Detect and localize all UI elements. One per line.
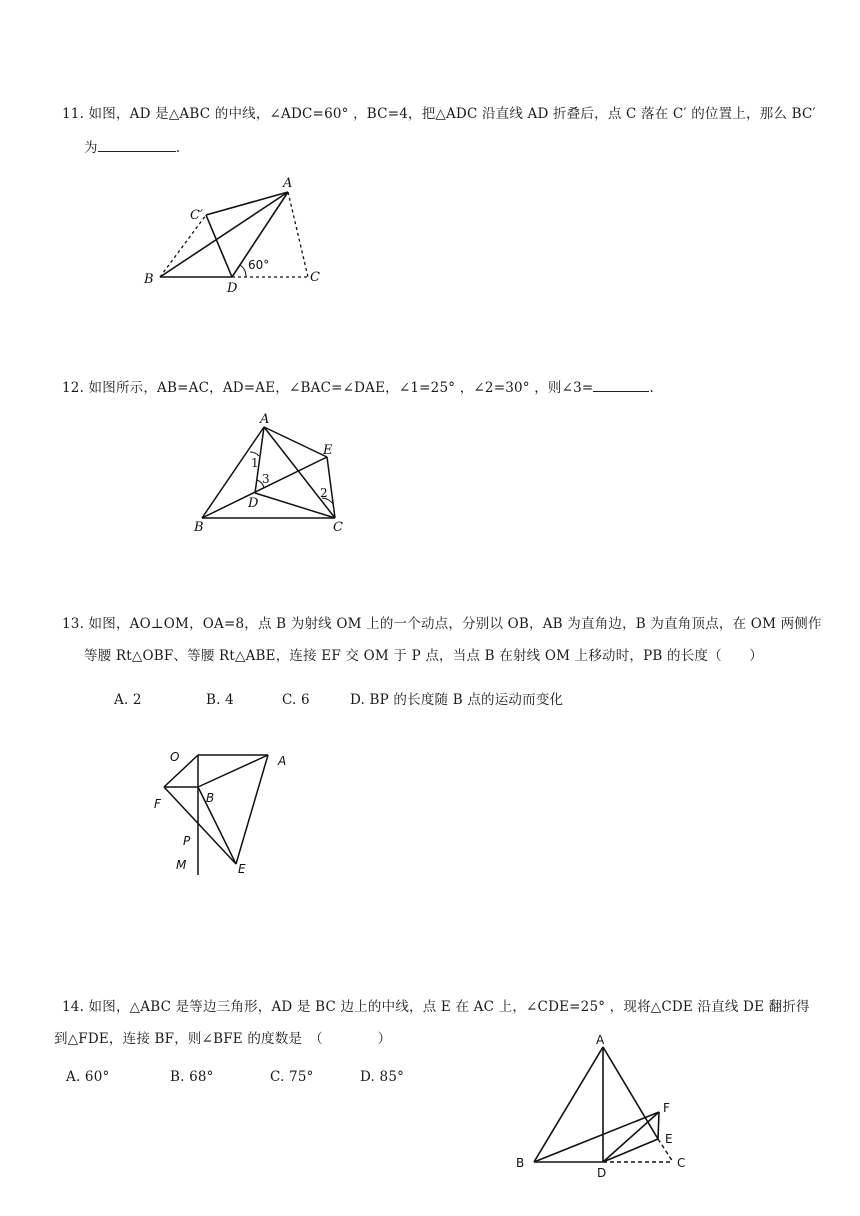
q14-label-C: C (677, 1156, 686, 1170)
q11-answer-blank[interactable] (98, 151, 176, 152)
q13-label-A: A (278, 754, 287, 768)
q12-answer-blank[interactable] (593, 391, 649, 392)
q14-option-a[interactable]: A. 60° (66, 1069, 110, 1085)
q12-text-line1 (62, 376, 654, 396)
q12-label-3: 3 (262, 472, 270, 486)
q14-label-A: A (596, 1033, 605, 1047)
q14-option-c[interactable]: C. 75° (270, 1069, 314, 1085)
q12-label-A: A (260, 412, 270, 427)
q12-label-D: D (248, 496, 259, 511)
q11-text-line2 (84, 136, 180, 156)
q11-label-D: D (227, 281, 238, 296)
q12-label-E: E (323, 443, 333, 458)
q13-option-d[interactable]: D. BP 的长度随 B 点的运动而变化 (350, 692, 564, 708)
q13-label-E: E (238, 862, 246, 876)
q14-figure (510, 1032, 710, 1182)
q12-label-1: 1 (251, 456, 259, 470)
q13-option-c[interactable]: C. 6 (282, 692, 310, 708)
q14-label-B: B (516, 1156, 525, 1170)
q12-label-2: 2 (320, 486, 328, 500)
q13-label-B: B (206, 791, 215, 805)
q11-label-B: B (144, 272, 154, 287)
q11-label-C: C (310, 270, 320, 285)
q12-line1-suffix: . (649, 380, 654, 396)
q13-options (114, 688, 563, 708)
q11-text-line1: 11. 如图，AD 是△ABC 的中线，∠ADC=60° ，BC=4，把△ADC 沿直线 AD 折叠后，点 C 落在 C′ 的位置上，那么 BC′ (62, 106, 816, 122)
q14-label-E: E (665, 1132, 673, 1146)
q12-figure (180, 410, 360, 540)
q14-options (66, 1069, 404, 1085)
q13-text-line1: 13. 如图，AO⊥OM，OA=8，点 B 为射线 OM 上的一个动点，分别以 OB，AB 为直角边，B 为直角顶点，在 OM 两侧作 (62, 616, 822, 632)
q11-label-Cprime: C′ (190, 208, 203, 223)
q14-option-d[interactable]: D. 85° (360, 1069, 405, 1085)
q13-figure (150, 745, 300, 885)
q13-label-O: O (170, 750, 180, 764)
q14-text-line1: 14. 如图，△ABC 是等边三角形，AD 是 BC 边上的中线，点 E 在 AC 上，∠CDE=25° ，现将△CDE 沿直线 DE 翻折得 (62, 999, 810, 1015)
q14-text-line2: 到△FDE，连接 BF，则∠BFE 的度数是 （ ） (54, 1031, 392, 1047)
q11-line2-prefix: 为 (84, 140, 98, 156)
q14-label-D: D (597, 1166, 607, 1180)
q14-option-b[interactable]: B. 68° (170, 1069, 214, 1085)
q11-figure (130, 170, 340, 300)
q13-option-b[interactable]: B. 4 (206, 692, 234, 708)
q13-text-line2: 等腰 Rt△OBF、等腰 Rt△ABE，连接 EF 交 OM 于 P 点，当点 B 在射线 OM 上移动时，PB 的长度（ ） (84, 648, 763, 664)
q11-line2-suffix: . (175, 140, 181, 156)
q11-label-A: A (283, 176, 293, 191)
q11-label-angle: 60° (248, 258, 270, 272)
q12-label-B: B (194, 520, 204, 535)
q13-label-F: F (154, 797, 161, 811)
q12-line1-prefix: 12. 如图所示，AB=AC，AD=AE，∠BAC=∠DAE，∠1=25° ，∠2=30° ，则∠3= (62, 380, 594, 396)
q12-label-C: C (333, 520, 343, 535)
q13-option-a[interactable]: A. 2 (114, 692, 142, 708)
q14-label-F: F (663, 1101, 670, 1115)
q13-label-M: M (176, 858, 187, 872)
q13-label-P: P (183, 834, 191, 848)
